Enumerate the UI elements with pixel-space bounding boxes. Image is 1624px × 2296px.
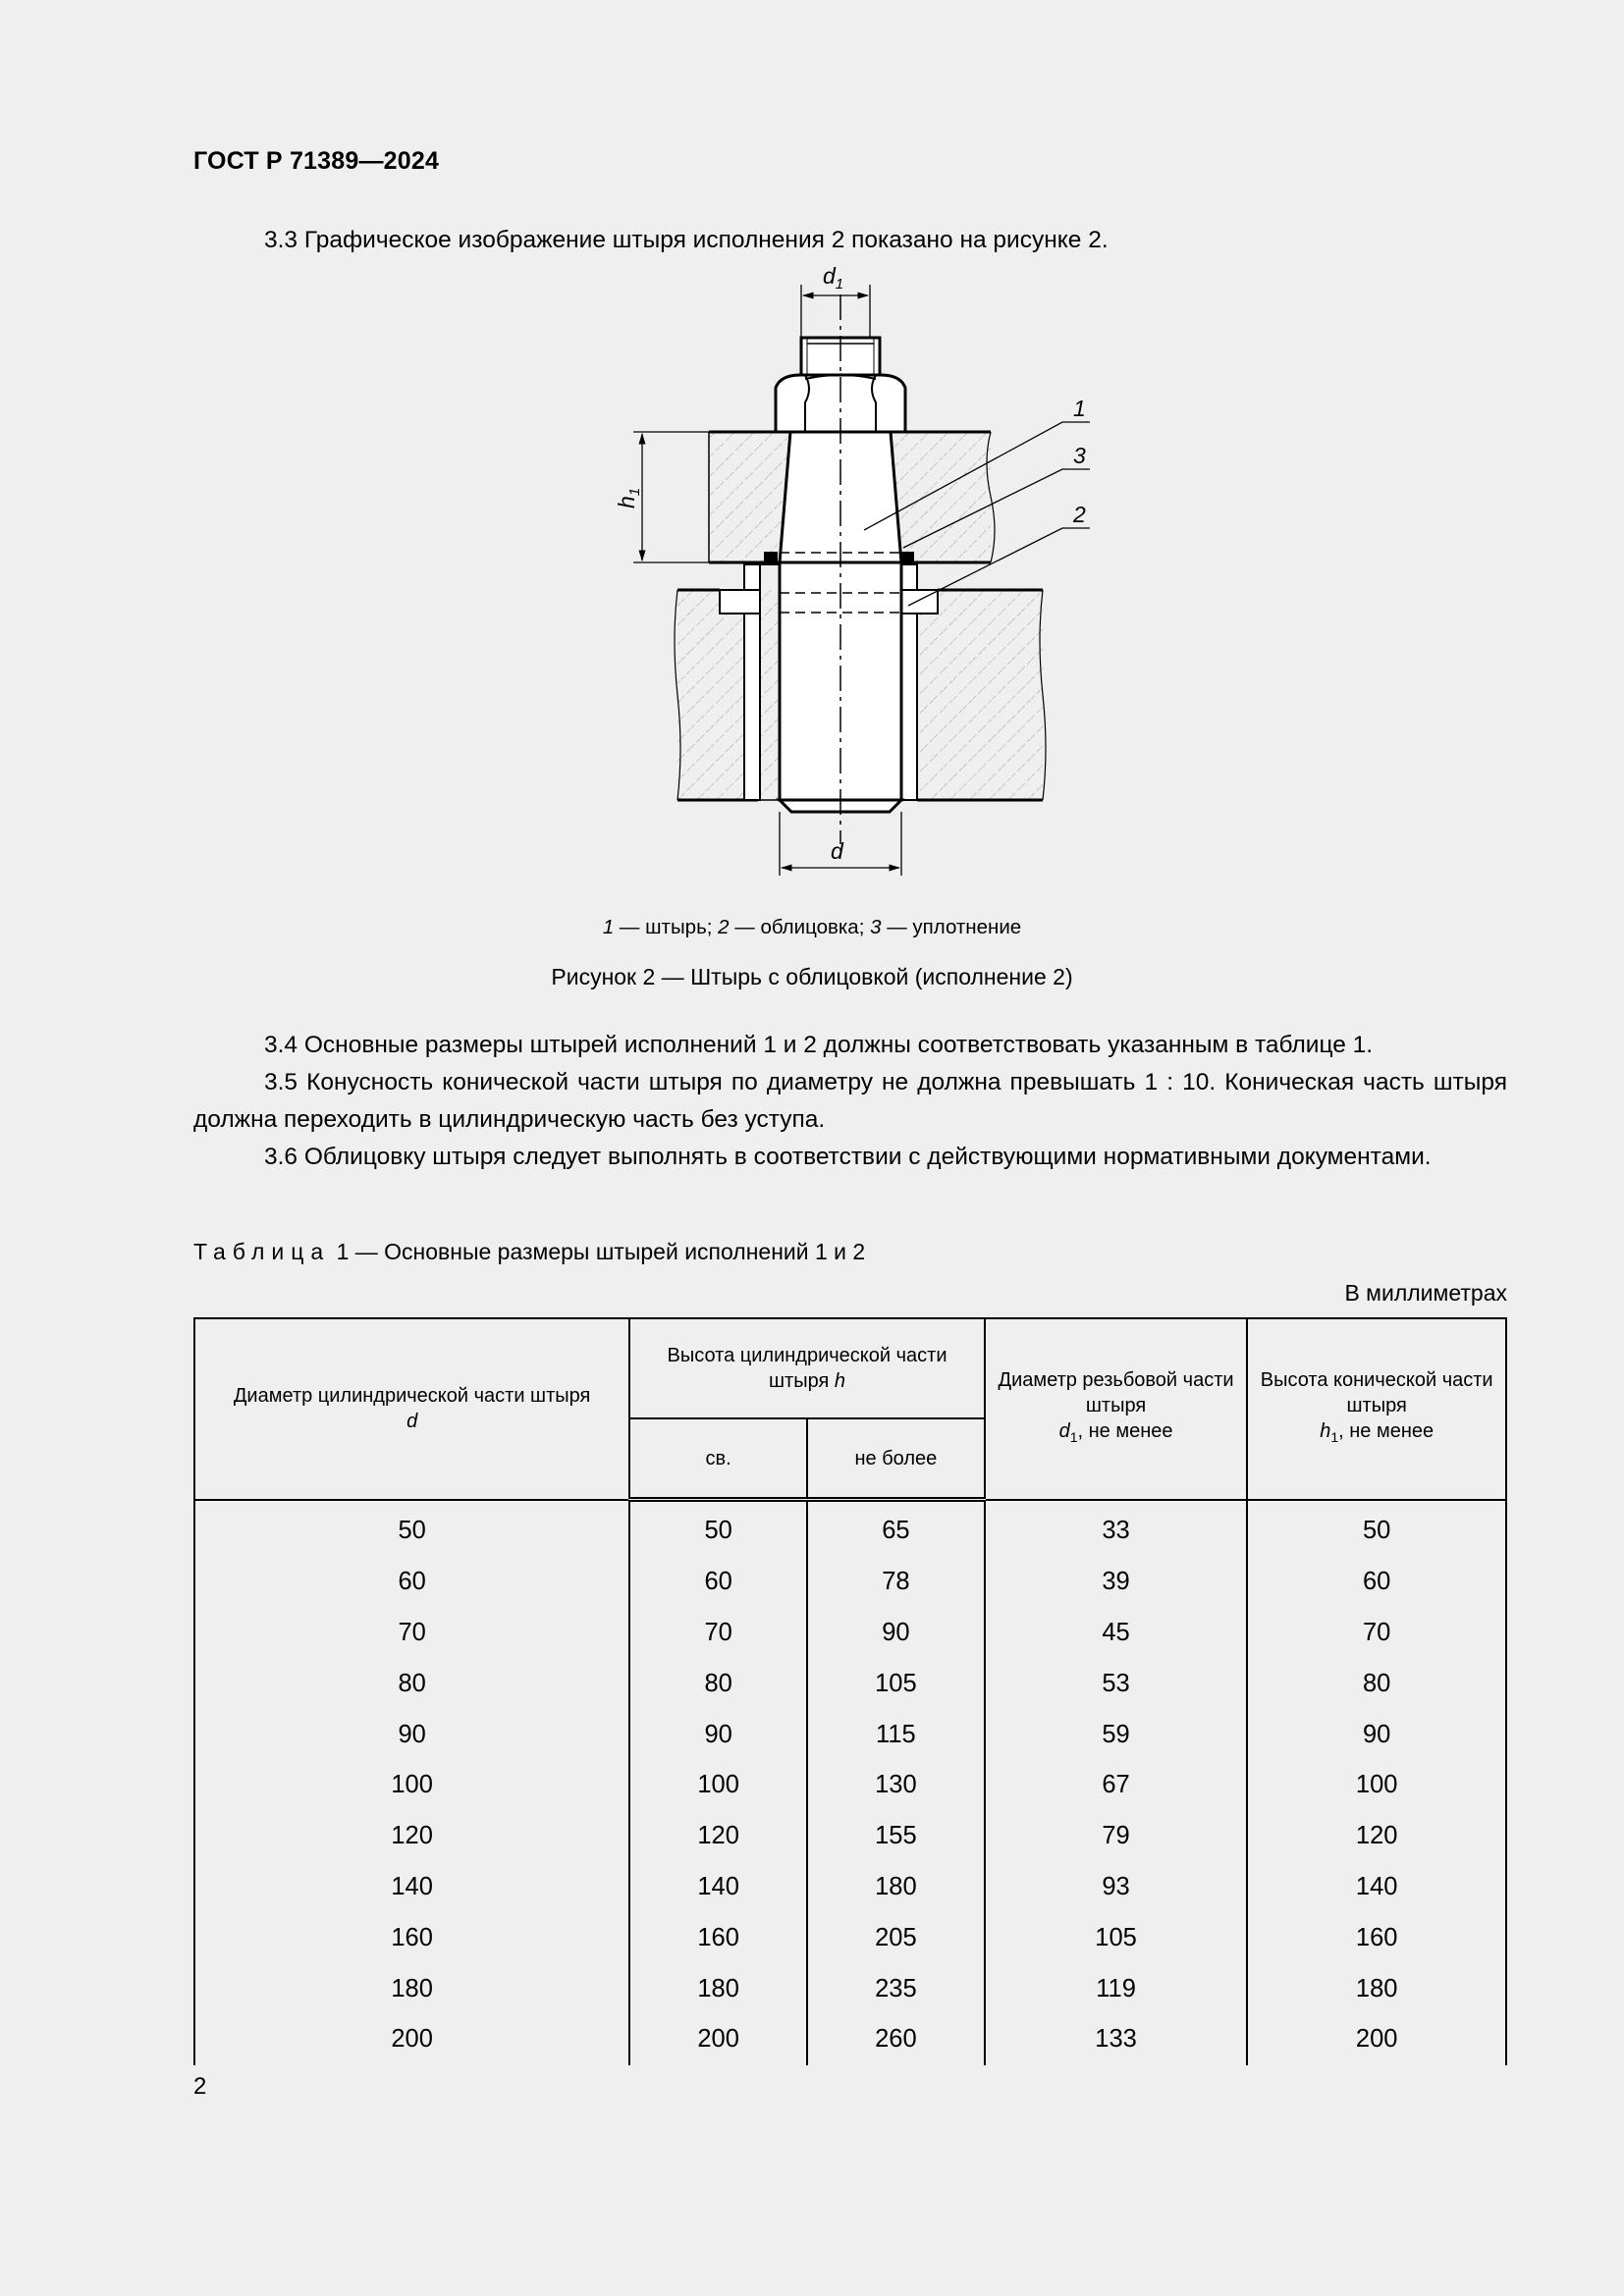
table-row [194,1912,1506,1963]
table-row [194,1557,1506,1608]
table-cell: 205 [807,1912,985,1963]
table-cell: 100 [629,1760,807,1811]
leader-label-3: 3 [1073,443,1086,468]
table-cell: 59 [985,1709,1248,1760]
table-cell: 80 [194,1658,629,1709]
table-cell: 119 [985,1963,1248,2014]
table-row [194,1500,1506,1557]
table-cell: 140 [629,1862,807,1913]
table-cell: 200 [1247,2014,1506,2065]
table-cell: 105 [985,1912,1248,1963]
table-cell: 60 [1247,1557,1506,1608]
table-cell: 79 [985,1811,1248,1862]
table-row [194,1862,1506,1913]
table-cell: 180 [194,1963,629,2014]
table-cell: 160 [194,1912,629,1963]
header-cone-height: Высота конической части штыря $h_1$, не менее [1247,1318,1506,1500]
dimension-d1 [801,263,870,338]
table-cell: 70 [1247,1608,1506,1659]
table-cell: 90 [1247,1709,1506,1760]
table-cell: 180 [807,1862,985,1913]
table-cell: 180 [629,1963,807,2014]
table-cell: 80 [629,1658,807,1709]
table-cell: 45 [985,1608,1248,1659]
table-cell: 90 [807,1608,985,1659]
table-row [194,1658,1506,1709]
table-cell: 67 [985,1760,1248,1811]
table-cell: 50 [629,1500,807,1557]
table-cell: 160 [1247,1912,1506,1963]
pin [776,294,905,844]
document-header: ГОСТ Р 71389—2024 [193,147,440,175]
dim-label-d1: $d_1$ [823,263,844,293]
page-number: 2 [193,2073,207,2100]
table-cell: 93 [985,1862,1248,1913]
table-cell: 50 [1247,1500,1506,1557]
table-cell: 33 [985,1500,1248,1557]
leader-label-1: 1 [1073,396,1086,421]
table-row [194,1709,1506,1760]
table-cell: 50 [194,1500,629,1557]
dimensions-table [193,1317,1507,2065]
table-body [194,1500,1506,2065]
table-cell: 100 [194,1760,629,1811]
header-max: не более [807,1418,985,1500]
table-units: В миллиметрах [1344,1280,1507,1306]
paragraph-3-4: 3.4 Основные размеры штырей исполнений 1 и 2 должны соответствовать указанным в таблице 1. [264,1032,1374,1058]
table-cell: 78 [807,1557,985,1608]
table-row [194,1608,1506,1659]
table-cell: 200 [194,2014,629,2065]
table-cell: 60 [194,1557,629,1608]
table-cell: 70 [629,1608,807,1659]
table-cell: 130 [807,1760,985,1811]
table-cell: 140 [194,1862,629,1913]
table-cell: 235 [807,1963,985,2014]
table-cell: 90 [629,1709,807,1760]
table-cell: 60 [629,1557,807,1608]
table-cell: 120 [194,1811,629,1862]
table-title [193,1239,865,1265]
seal-left [764,552,778,562]
leader-label-2: 2 [1073,502,1086,527]
header-height-cyl: Высота цилиндрической части штыря h [629,1318,984,1418]
figure-caption: Рисунок 2 — Штырь с облицовкой (исполнение 2) [551,964,1073,989]
table-cell: 180 [1247,1963,1506,2014]
table-cell: 120 [629,1811,807,1862]
table-cell: 65 [807,1500,985,1557]
header-over: св. [629,1418,807,1500]
table-cell: 105 [807,1658,985,1709]
paragraph-3-3-number: 3.3 [264,227,298,253]
table-cell: 160 [629,1912,807,1963]
dimension-h1 [614,432,709,562]
table-cell: 53 [985,1658,1248,1709]
table-cell: 100 [1247,1760,1506,1811]
table-row [194,1811,1506,1862]
figure-legend: 1 — штырь; 2 — облицовка; 3 — уплотнение [602,916,1022,938]
header-diameter: Диаметр цилиндрической части штыря d [194,1318,629,1500]
table-cell: 155 [807,1811,985,1862]
table-title-rest: 1 — Основные размеры штырей исполнений 1 и 2 [330,1239,866,1264]
header-thread-diameter: Диаметр резьбовой части штыря $d_1$, не менее [985,1318,1248,1500]
table-title-prefix: Таблица [193,1239,331,1264]
table-row [194,1760,1506,1811]
table-cell: 120 [1247,1811,1506,1862]
figure-pin-drawing [0,0,1624,903]
dim-label-h1: $h_1$ [614,487,643,508]
table-cell: 260 [807,2014,985,2065]
table-cell: 39 [985,1557,1248,1608]
paragraph-3-6: 3.6 Облицовку штыря следует выполнять в соответствии с действующими нормативными документами. [264,1144,1432,1170]
table-cell: 80 [1247,1658,1506,1709]
table-row [194,2014,1506,2065]
table-cell: 200 [629,2014,807,2065]
table-cell: 70 [194,1608,629,1659]
table-cell: 140 [1247,1862,1506,1913]
table-cell: 133 [985,2014,1248,2065]
table-cell: 115 [807,1709,985,1760]
table-row [194,1963,1506,2014]
paragraph-3-3-text: Графическое изображение штыря исполнения 2 показано на рисунке 2. [303,227,1109,253]
table-cell: 90 [194,1709,629,1760]
dim-label-d: d [831,838,843,864]
paragraph-3-5: 3.5 Конусность конической части штыря по диаметру не должна превышать 1 : 10. Коническая часть штыря должна переходить в цилиндрическую часть без уступа. [193,1069,1507,1133]
